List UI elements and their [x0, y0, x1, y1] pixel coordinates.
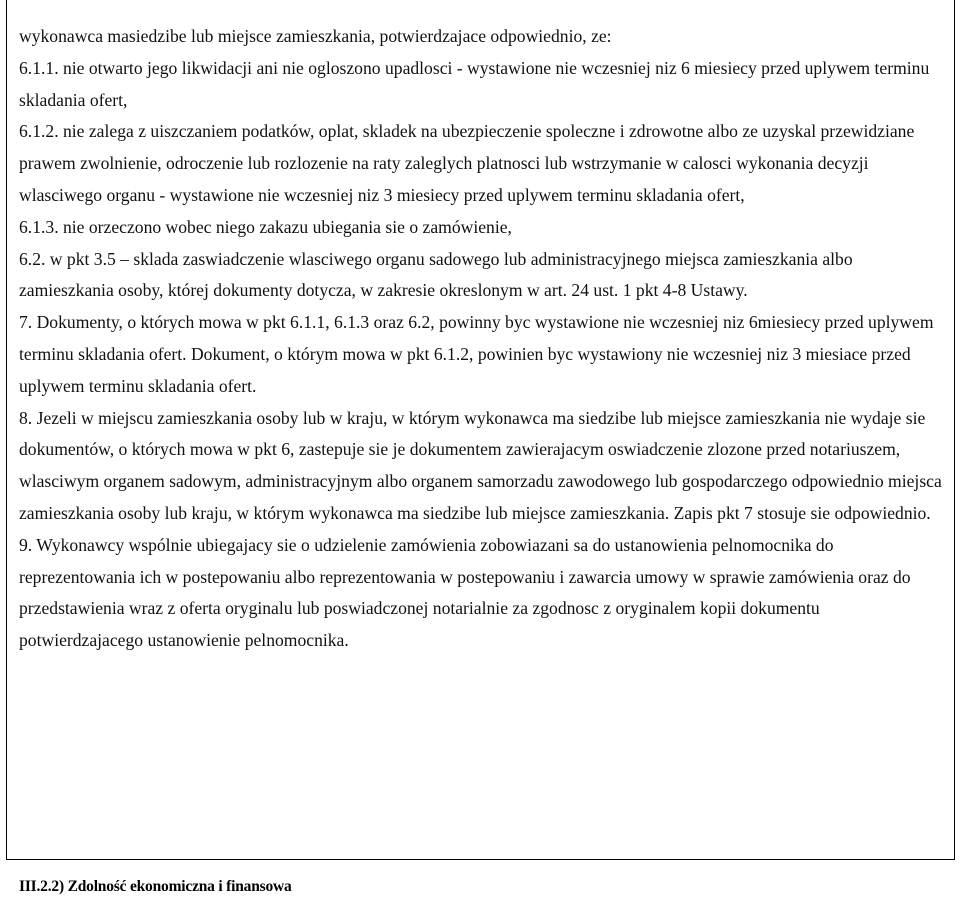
paragraph-8: 8. Jezeli w miejscu zamieszkania osoby lub w kraju, w którym wykonawca ma siedzibe lub miejsce zamieszkania nie wydaje sie dokumentów, o których mowa w pkt 6, zastepuje sie je dokumentem zawierajacym oswiadczenie zlozone przed notariuszem, wlasciwym organem sadowym, administracyjnym albo organem samorzadu zawodowego lub gospodarczego odpowiednio miejsca zamieszkania osoby lub kraju, w którym wykonawca ma siedzibe lub miejsce zamieszkania. Zapis pkt 7 stosuje sie odpowiednio. [19, 407, 942, 523]
section-heading: III.2.2) Zdolność ekonomiczna i finansowa [19, 878, 292, 895]
paragraph-7: 7. Dokumenty, o których mowa w pkt 6.1.1, 6.1.3 oraz 6.2, powinny byc wystawione nie wczesniej niz 6miesiecy przed uplywem terminu skladania ofert. Dokument, o którym mowa w pkt 6.1.2, powinien byc wystawiony nie wczesniej niz 3 miesiace przed uplywem terminu skladania ofert. [19, 312, 934, 396]
paragraph-6-1-1: 6.1.1. nie otwarto jego likwidacji ani nie ogloszono upadlosci - wystawione nie wczesniej niz 6 miesiecy przed uplywem terminu skladania ofert, [19, 57, 930, 110]
paragraph-6-2: 6.2. w pkt 3.5 – sklada zaswiadczenie wlasciwego organu sadowego lub administracyjnego miejsca zamieszkania albo zamieszkania osoby, której dokumenty dotycza, w zakresie okreslonym w art. 24 ust. 1 pkt 4-8 Ustawy. [19, 248, 853, 301]
paragraph-9: 9. Wykonawcy wspólnie ubiegajacy sie o udzielenie zamówienia zobowiazani sa do ustanowienia pelnomocnika do reprezentowania ich w postepowaniu albo reprezentowania w postepowaniu i zawarcia umowy w sprawie zamówienia oraz do przedstawienia wraz z oferta oryginalu lub poswiadczonej notarialnie za zgodnosc z oryginalem kopii dokumentu potwierdzajacego ustanowienie pelnomocnika. [19, 534, 911, 651]
paragraph-6-1-3: 6.1.3. nie orzeczono wobec niego zakazu ubiegania sie o zamówienie, [19, 216, 512, 237]
document-body [19, 21, 947, 657]
paragraph-intro: wykonawca masiedzibe lub miejsce zamieszkania, potwierdzajace odpowiednio, ze: [19, 26, 612, 46]
paragraph-6-1-2: 6.1.2. nie zalega z uiszczaniem podatków, oplat, skladek na ubezpieczenie spoleczne i zdrowotne albo ze uzyskal przewidziane prawem zwolnienie, odroczenie lub rozlozenie na raty zaleglych platnosci lub wstrzymanie w calosci wykonania decyzji wlasciwego organu - wystawione nie wczesniej niz 3 miesiecy przed uplywem terminu skladania ofert, [19, 121, 915, 205]
